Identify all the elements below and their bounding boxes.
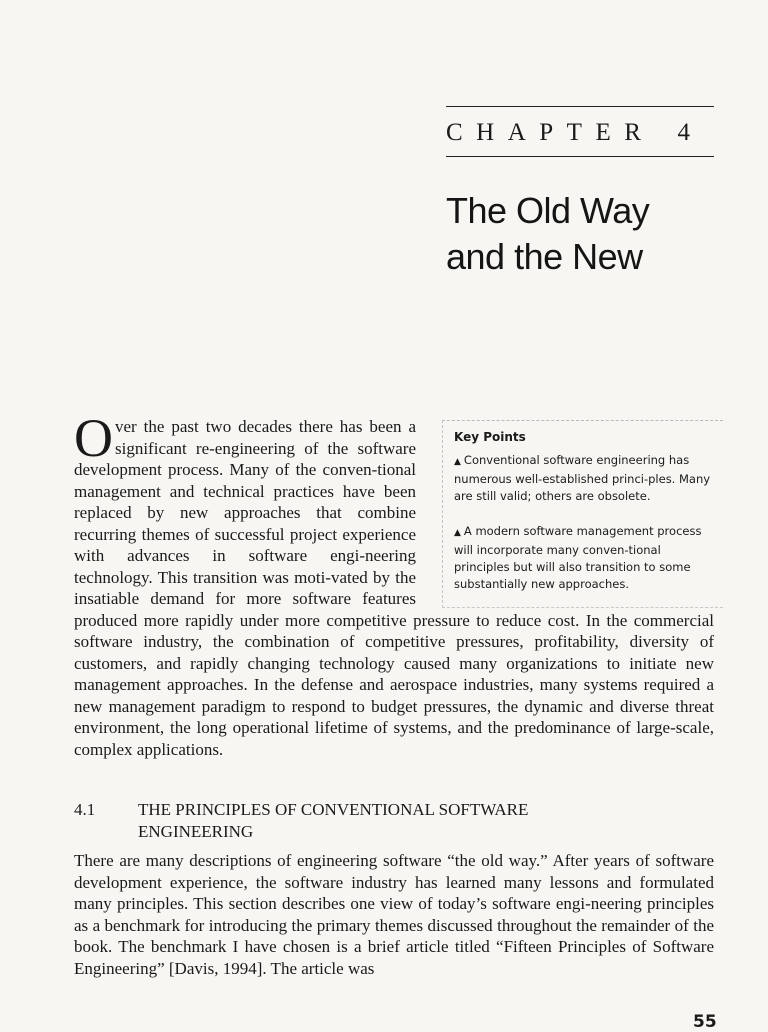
section-title: THE PRINCIPLES OF CONVENTIONAL SOFTWARE ENGINEERING bbox=[138, 800, 529, 841]
chapter-label bbox=[446, 118, 714, 148]
chapter-title-line-2: and the New bbox=[446, 236, 643, 277]
page-number: 55 bbox=[693, 1012, 717, 1032]
key-point-text: A modern software management process will incorporate many conven-tional principles but will also transition to some substantially new approaches. bbox=[454, 524, 702, 591]
chapter-title bbox=[446, 188, 746, 280]
triangle-bullet-icon: ▲ bbox=[454, 457, 461, 467]
section-paragraph: There are many descriptions of engineering software “the old way.” After years of software development experience, the software industry has learned many lessons and formulated many principles. This section describes one view of today’s software engi-neering principles as a benchmark for introducing the primary themes discussed throughout the remainder of the book. The benchmark I have chosen is a brief article titled “Fifteen Principles of Software Engineering” [Davis, 1994]. The article was bbox=[74, 851, 714, 978]
chapter-title-line-1: The Old Way bbox=[446, 190, 650, 231]
key-points-heading: Key Points bbox=[454, 430, 526, 444]
chapter-number: 4 bbox=[677, 119, 690, 146]
intro-paragraph bbox=[74, 408, 714, 760]
intro-body bbox=[74, 408, 714, 760]
section-number: 4.1 bbox=[74, 800, 96, 819]
chapter-rule-bottom bbox=[446, 156, 714, 157]
chapter-rule-top bbox=[446, 106, 714, 107]
triangle-bullet-icon: ▲ bbox=[454, 528, 461, 538]
chapter-word: CHAPTER bbox=[446, 119, 655, 146]
drop-cap: O bbox=[74, 408, 113, 468]
intro-text: ver the past two decades there has been a significant re-engineering of the software development process. Many of the conven-tional management and technical practices have been replaced by new approaches that combine recurring themes of successful project experience with advances in software engi-neering technology. This transition was moti-vated by the insatiable demand for more software features produced more rapidly under more competitive pressure to reduce cost. In the commercial software industry, the combination of competitive pressures, profitability, diversity of customers, and rapidly changing technology caused many organizations to initiate new management approaches. In the defense and aerospace industries, many systems required a new management paradigm to respond to budget pressures, the dynamic and diverse threat environment, the long operational lifetime of systems, and the predominance of large-scale, complex applications. bbox=[74, 417, 714, 759]
sidebar-spacer bbox=[416, 416, 714, 608]
key-point-text: Conventional software engineering has numerous well-established princi-ples. Many are still valid; others are obsolete. bbox=[454, 453, 711, 503]
